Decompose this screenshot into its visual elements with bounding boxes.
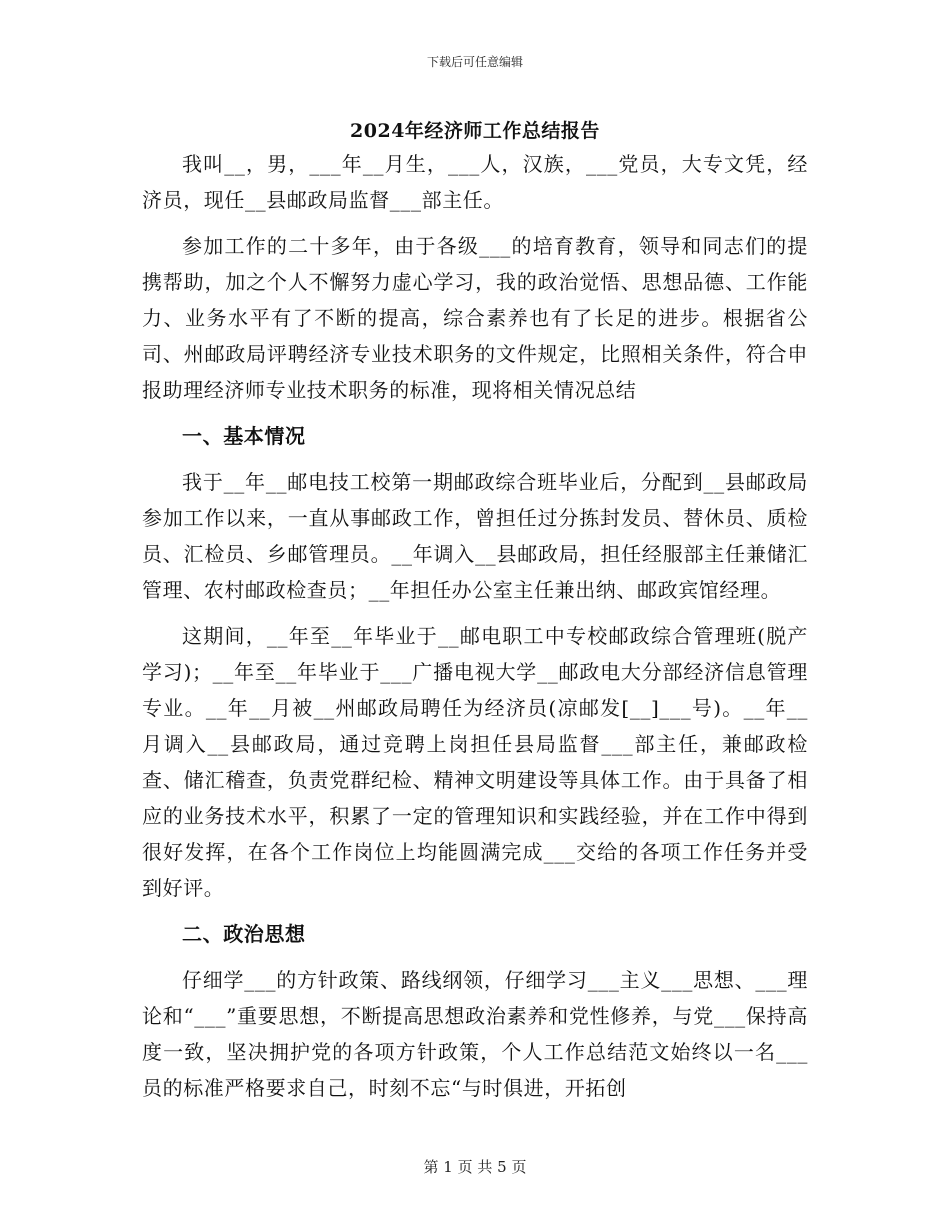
page-header-note: 下载后可任意编辑: [426, 55, 523, 69]
document-body: [142, 146, 808, 1116]
paragraph-intro: 我叫__，男，___年__月生，___人，汉族，___党员，大专文凭，经济员，现任__县邮政局监督___部主任。: [142, 152, 808, 212]
paragraph-political: 仔细学___的方针政策、路线纲领，仔细学习___主义___思想、___理论和“___”重要思想，不断提高思想政治素养和党性修养，与党___保持高度一致，坚决拥护党的各项方针政策，个人工作总结范文始终以一名___员的标准严格要求自己，时刻不忘“与时俱进，开拓创: [142, 968, 808, 1100]
paragraph-work-history: 我于__年__邮电技工校第一期邮政综合班毕业后，分配到__县邮政局参加工作以来，一直从事邮政工作，曾担任过分拣封发员、替休员、质检员、汇检员、乡邮管理员。__年调入__县邮政局，担任经服部主任兼储汇管理、农村邮政检查员；__年担任办公室主任兼出纳、邮政宾馆经理。: [142, 470, 808, 602]
paragraph-education: 这期间，__年至__年毕业于__邮电职工中专校邮政综合管理班(脱产学习)；__年至__年毕业于___广播电视大学__邮政电大分部经济信息管理专业。__年__月被__州邮政局聘任为经济员(凉邮发[__]___号)。__年__月调入__县邮政局，通过竞聘上岗担任县局监督___部主任，兼邮政检查、储汇稽查，负责党群纪检、精神文明建设等具体工作。由于具备了相应的业务技术水平，积累了一定的管理知识和实践经验，并在工作中得到很好发挥，在各个工作岗位上均能圆满完成___交给的各项工作任务并受到好评。: [142, 624, 808, 900]
page-number-footer: 第 1 页 共 5 页: [423, 1158, 527, 1176]
document-title: 2024年经济师工作总结报告: [350, 120, 600, 142]
paragraph-background: 参加工作的二十多年，由于各级___的培育教育，领导和同志们的提携帮助，加之个人不懈努力虚心学习，我的政治觉悟、思想品德、工作能力、业务水平有了不断的提高，综合素养也有了长足的进步。根据省公司、州邮政局评聘经济专业技术职务的文件规定，比照相关条件，符合申报助理经济师专业技术职务的标准，现将相关情况总结: [142, 234, 808, 402]
section-heading-basic-info: 一、基本情况: [182, 424, 306, 448]
section-heading-political-thought: 二、政治思想: [182, 922, 306, 946]
